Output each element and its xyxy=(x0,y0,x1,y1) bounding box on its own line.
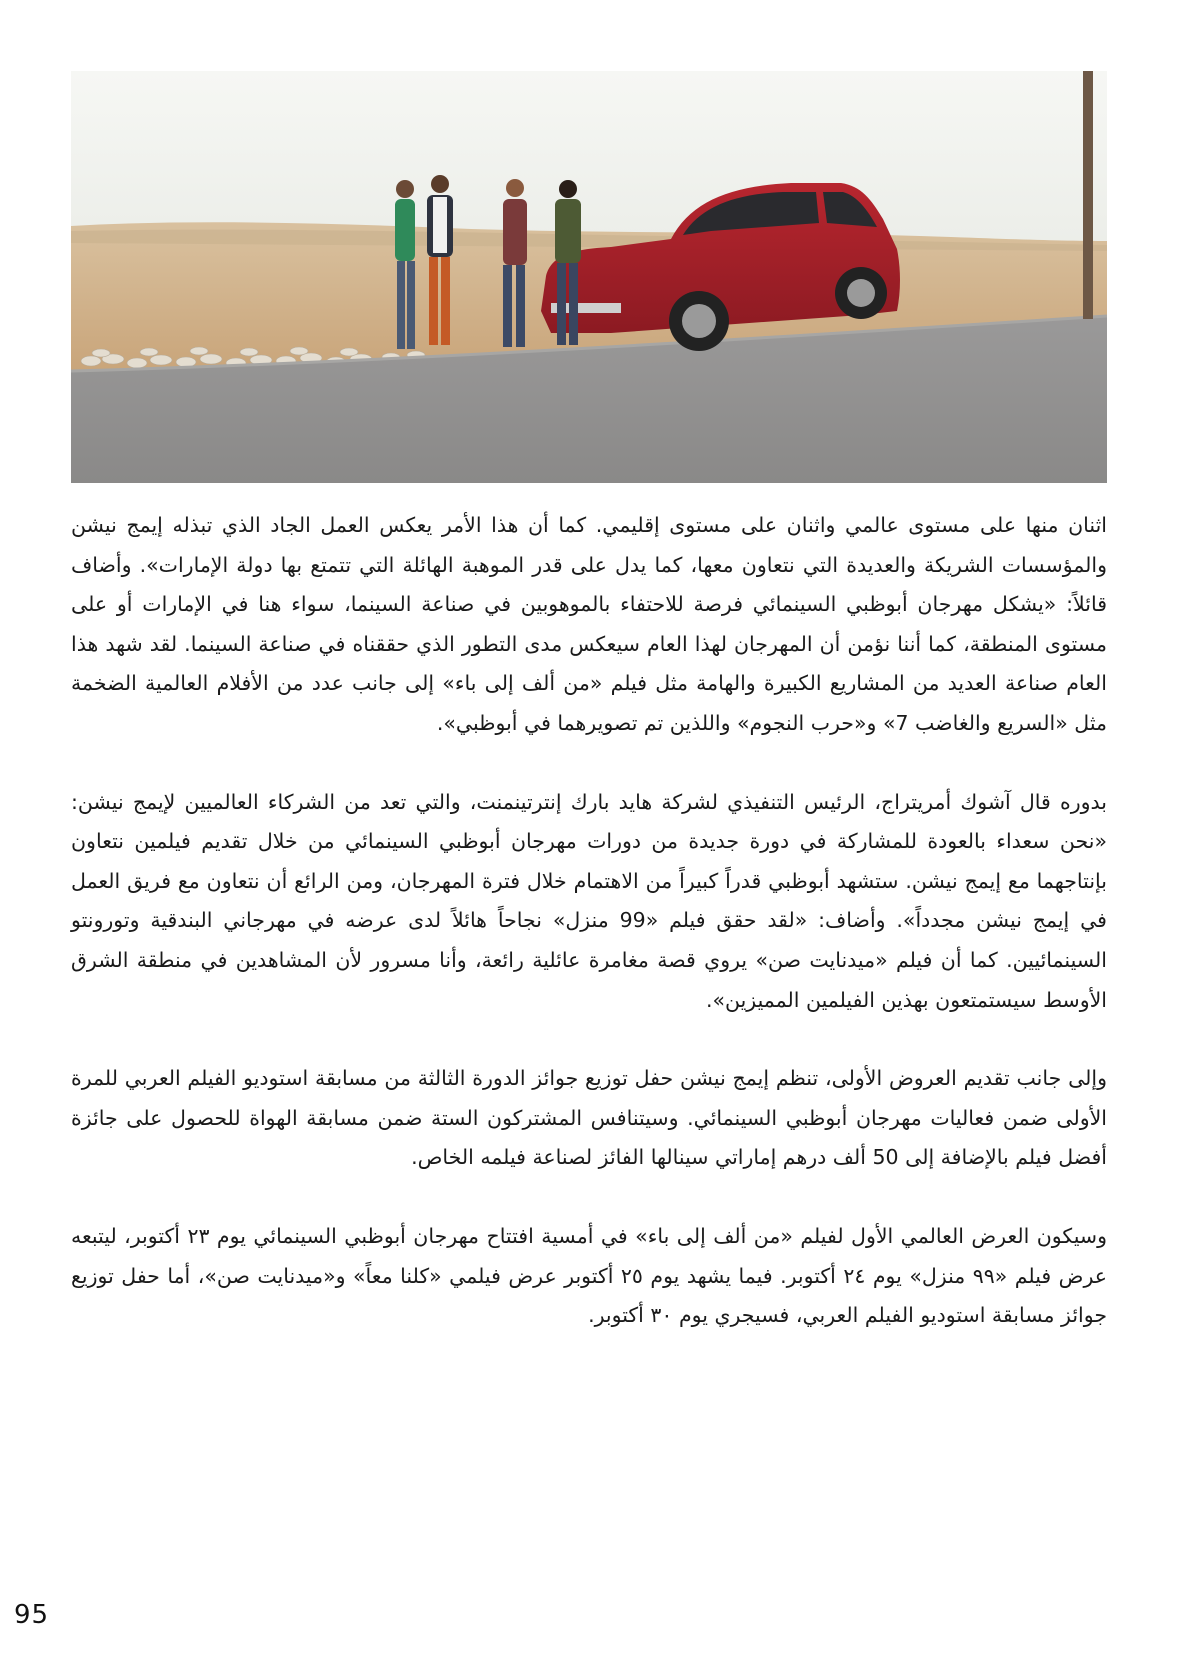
page-number: 95 xyxy=(14,1600,50,1630)
sky xyxy=(71,71,1107,241)
paragraph-1: اثنان منها على مستوى عالمي واثنان على مستوى إقليمي. كما أن هذا الأمر يعكس العمل الجاد الذي تبذله إيمج نيشن والمؤسسات الشريكة والعديدة التي نتعاون معها، كما يدل على قدر الموهبة الهائلة التي تتمتع بها دولة الإمارات». وأضاف قائلاً: «يشكل مهرجان أبوظبي السينمائي فرصة للاحتفاء بالموهوبين في صناعة السينما، سواء هنا في الإمارات أو على مستوى المنطقة، كما أننا نؤمن أن المهرجان لهذا العام سيعكس مدى التطور الذي حققناه في صناعة السينما. لقد شهد هذا العام صناعة العديد من المشاريع الكبيرة والهامة مثل فيلم «من ألف إلى باء» إلى جانب عدد من الأفلام العالمية الضخمة مثل «السريع والغاضب 7» و«حرب النجوم» واللذين تم تصويرهما في أبوظبي». xyxy=(71,513,1107,735)
article-photo xyxy=(71,71,1107,483)
person-1 xyxy=(395,180,415,349)
paragraph-4: وسيكون العرض العالمي الأول لفيلم «من ألف إلى باء» في أمسية افتتاح مهرجان أبوظبي السينمائي يوم ٢٣ أكتوبر، ليتبعه عرض فيلم «٩٩ منزل» يوم ٢٤ أكتوبر. فيما يشهد يوم ٢٥ أكتوبر عرض فيلمي «كلنا معاً» و«ميدنايت صن»، أما حفل توزيع جوائز مسابقة استوديو الفيلم العربي، فسيجري يوم ٣٠ أكتوبر. xyxy=(71,1223,1107,1328)
article-body xyxy=(71,506,1107,1336)
paragraph-3: وإلى جانب تقديم العروض الأولى، تنظم إيمج نيشن حفل توزيع جوائز الدورة الثالثة من مسابقة استوديو الفيلم العربي للمرة الأولى ضمن فعاليات مهرجان أبوظبي السينمائي. وسيتنافس المشتركون الستة ضمن مسابقة الهواة للحصول على جائزة أفضل فيلم بالإضافة إلى 50 ألف درهم إماراتي سينالها الفائز لصناعة فيلمه الخاص. xyxy=(71,1066,1107,1170)
paragraph-2: بدوره قال آشوك أمريتراج، الرئيس التنفيذي لشركة هايد بارك إنترتينمنت، والتي تعد من الشركاء العالميين لإيمج نيشن: «نحن سعداء بالعودة للمشاركة في دورة جديدة من دورات مهرجان أبوظبي السينمائي من خلال تقديم فيلمين نتعاون بإنتاجهما مع إيمج نيشن. ستشهد أبوظبي قدراً كبيراً من الاهتمام خلال فترة المهرجان، ومن الرائع أن نتعاون مع فريق العمل في إيمج نيشن مجدداً». وأضاف: «لقد حقق فيلم «99 منزل» نجاحاً هائلاً لدى عرضه في مهرجاني البندقية وتورونتو السينمائيين. كما أن فيلم «ميدنايت صن» يروي قصة مغامرة عائلية رائعة، وأنا مسرور لأن المشاهدين في منطقة الشرق الأوسط سيستمتعون بهذين الفيلمين المميزين». xyxy=(71,789,1107,1012)
utility-pole xyxy=(1083,71,1093,319)
